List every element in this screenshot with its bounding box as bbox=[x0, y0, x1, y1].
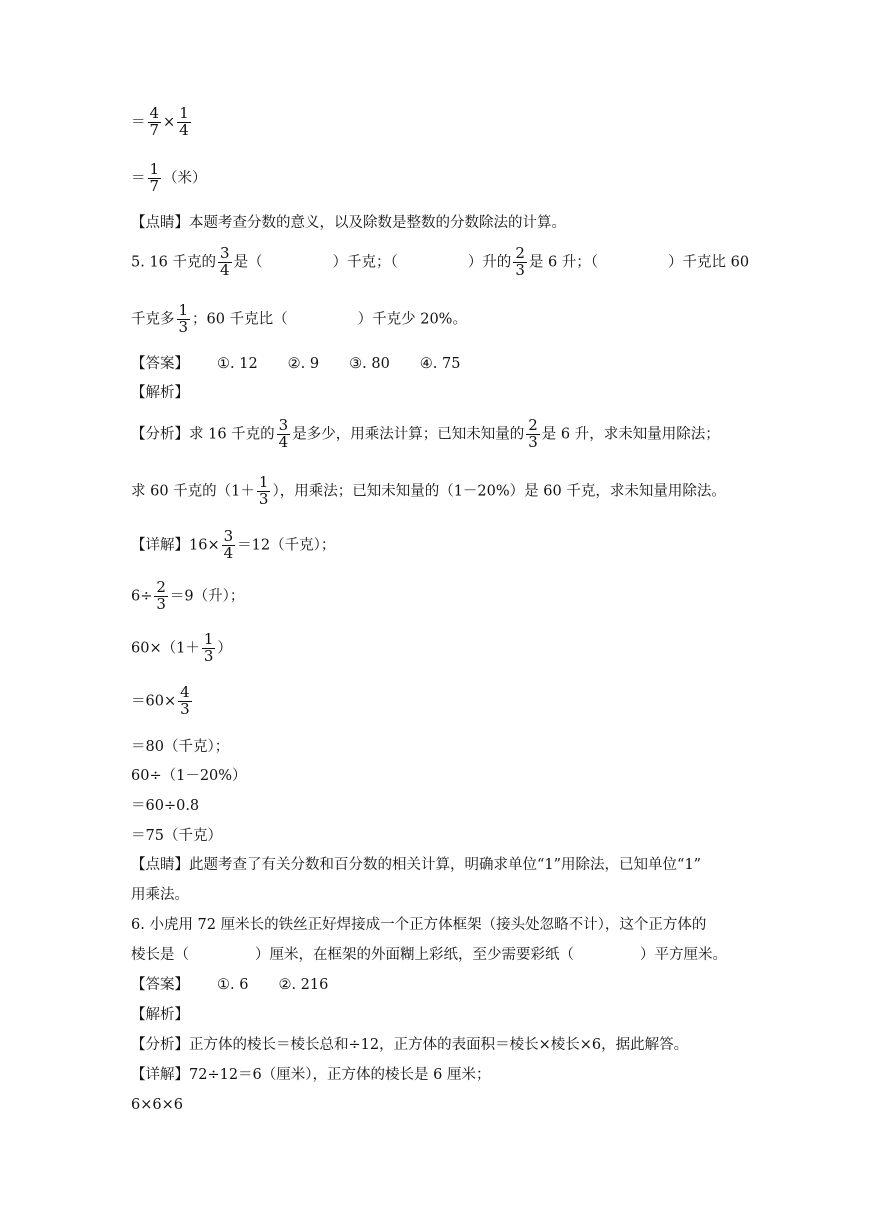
fraction: $\frac{1}{4}$ bbox=[179, 104, 189, 139]
comment-line: 用乘法。 bbox=[131, 887, 189, 903]
answer-line: 【答案】 ①. 6 ②. 216 bbox=[131, 977, 329, 993]
question-6-line-1: 6. 小虎用 72 厘米长的铁丝正好焊接成一个正方体框架（接头处忽略不计），这个正方体的 bbox=[131, 917, 707, 933]
solution-line: ＝75（千克） bbox=[131, 828, 222, 844]
solution-line: 60÷（1－20%） bbox=[131, 768, 247, 784]
solution-line: 6÷ $\frac{2}{3}$ ＝9（升）； bbox=[131, 578, 245, 613]
fraction: $\frac{4}{7}$ bbox=[149, 104, 160, 139]
analysis-heading: 【解析】 bbox=[131, 385, 189, 401]
question-5-line-1: 5. 16 千克的 $\frac{3}{4}$ 是（ ）千克；（ ）升的 $\frac{2}{3}$ 是 6 升；（ ）千克比 60 bbox=[131, 244, 750, 279]
analysis-line: 【分析】正方体的棱长＝棱长总和÷12，正方体的表面积＝棱长×棱长×6，据此解答。 bbox=[131, 1037, 689, 1053]
solution-line: 【详解】16× $\frac{3}{4}$ ＝12（千克）； bbox=[131, 527, 336, 562]
fraction: $\frac{3}{4}$ bbox=[223, 527, 234, 562]
fraction: $\frac{1}{3}$ bbox=[203, 630, 214, 665]
solution-line: ＝60÷0.8 bbox=[131, 798, 200, 814]
fraction: $\frac{2}{3}$ bbox=[515, 244, 525, 279]
fraction: $\frac{2}{3}$ bbox=[528, 416, 538, 451]
fraction: $\frac{1}{7}$ bbox=[149, 160, 160, 195]
question-5-line-2: 千克多 $\frac{1}{3}$ ；60 千克比（ ）千克少 20%。 bbox=[131, 301, 467, 336]
fraction: $\frac{1}{3}$ bbox=[258, 473, 269, 508]
solution-line: 6×6×6 bbox=[131, 1097, 183, 1113]
equation-line: ＝ $\frac{1}{7}$ （米） bbox=[131, 160, 207, 195]
analysis-line-1: 【分析】求 16 千克的 $\frac{3}{4}$ 是多少，用乘法计算；已知未知量的 $\frac{2}{3}$ 是 6 升，求未知量用除法； bbox=[131, 416, 720, 451]
equation-line: ＝ $\frac{4}{7}$ × $\frac{1}{4}$ bbox=[131, 104, 189, 139]
solution-line: ＝60× $\frac{4}{3}$ bbox=[131, 683, 190, 718]
fraction: $\frac{1}{3}$ bbox=[178, 301, 189, 336]
solution-line: 60×（1＋ $\frac{1}{3}$ ） bbox=[131, 630, 232, 665]
comment-line: 【点睛】本题考查分数的意义，以及除数是整数的分数除法的计算。 bbox=[131, 215, 566, 231]
answer-line: 【答案】 ①. 12 ②. 9 ③. 80 ④. 75 bbox=[131, 356, 461, 372]
fraction: $\frac{3}{4}$ bbox=[278, 416, 289, 451]
comment-line: 【点睛】此题考查了有关分数和百分数的相关计算，明确求单位“1”用除法，已知单位“1” bbox=[131, 857, 702, 873]
fraction: $\frac{4}{3}$ bbox=[180, 683, 190, 718]
fraction: $\frac{3}{4}$ bbox=[220, 244, 230, 279]
solution-line: ＝80（千克）； bbox=[131, 739, 230, 755]
analysis-line-2: 求 60 千克的（1＋ $\frac{1}{3}$ ），用乘法；已知未知量的（1－20%）是 60 千克，求未知量用除法。 bbox=[131, 473, 726, 508]
question-6-line-2: 棱长是（ ）厘米，在框架的外面糊上彩纸，至少需要彩纸（ ）平方厘米。 bbox=[131, 947, 727, 963]
solution-line: 【详解】72÷12＝6（厘米），正方体的棱长是 6 厘米； bbox=[131, 1067, 491, 1083]
fraction: $\frac{2}{3}$ bbox=[156, 578, 166, 613]
analysis-heading: 【解析】 bbox=[131, 1007, 189, 1023]
